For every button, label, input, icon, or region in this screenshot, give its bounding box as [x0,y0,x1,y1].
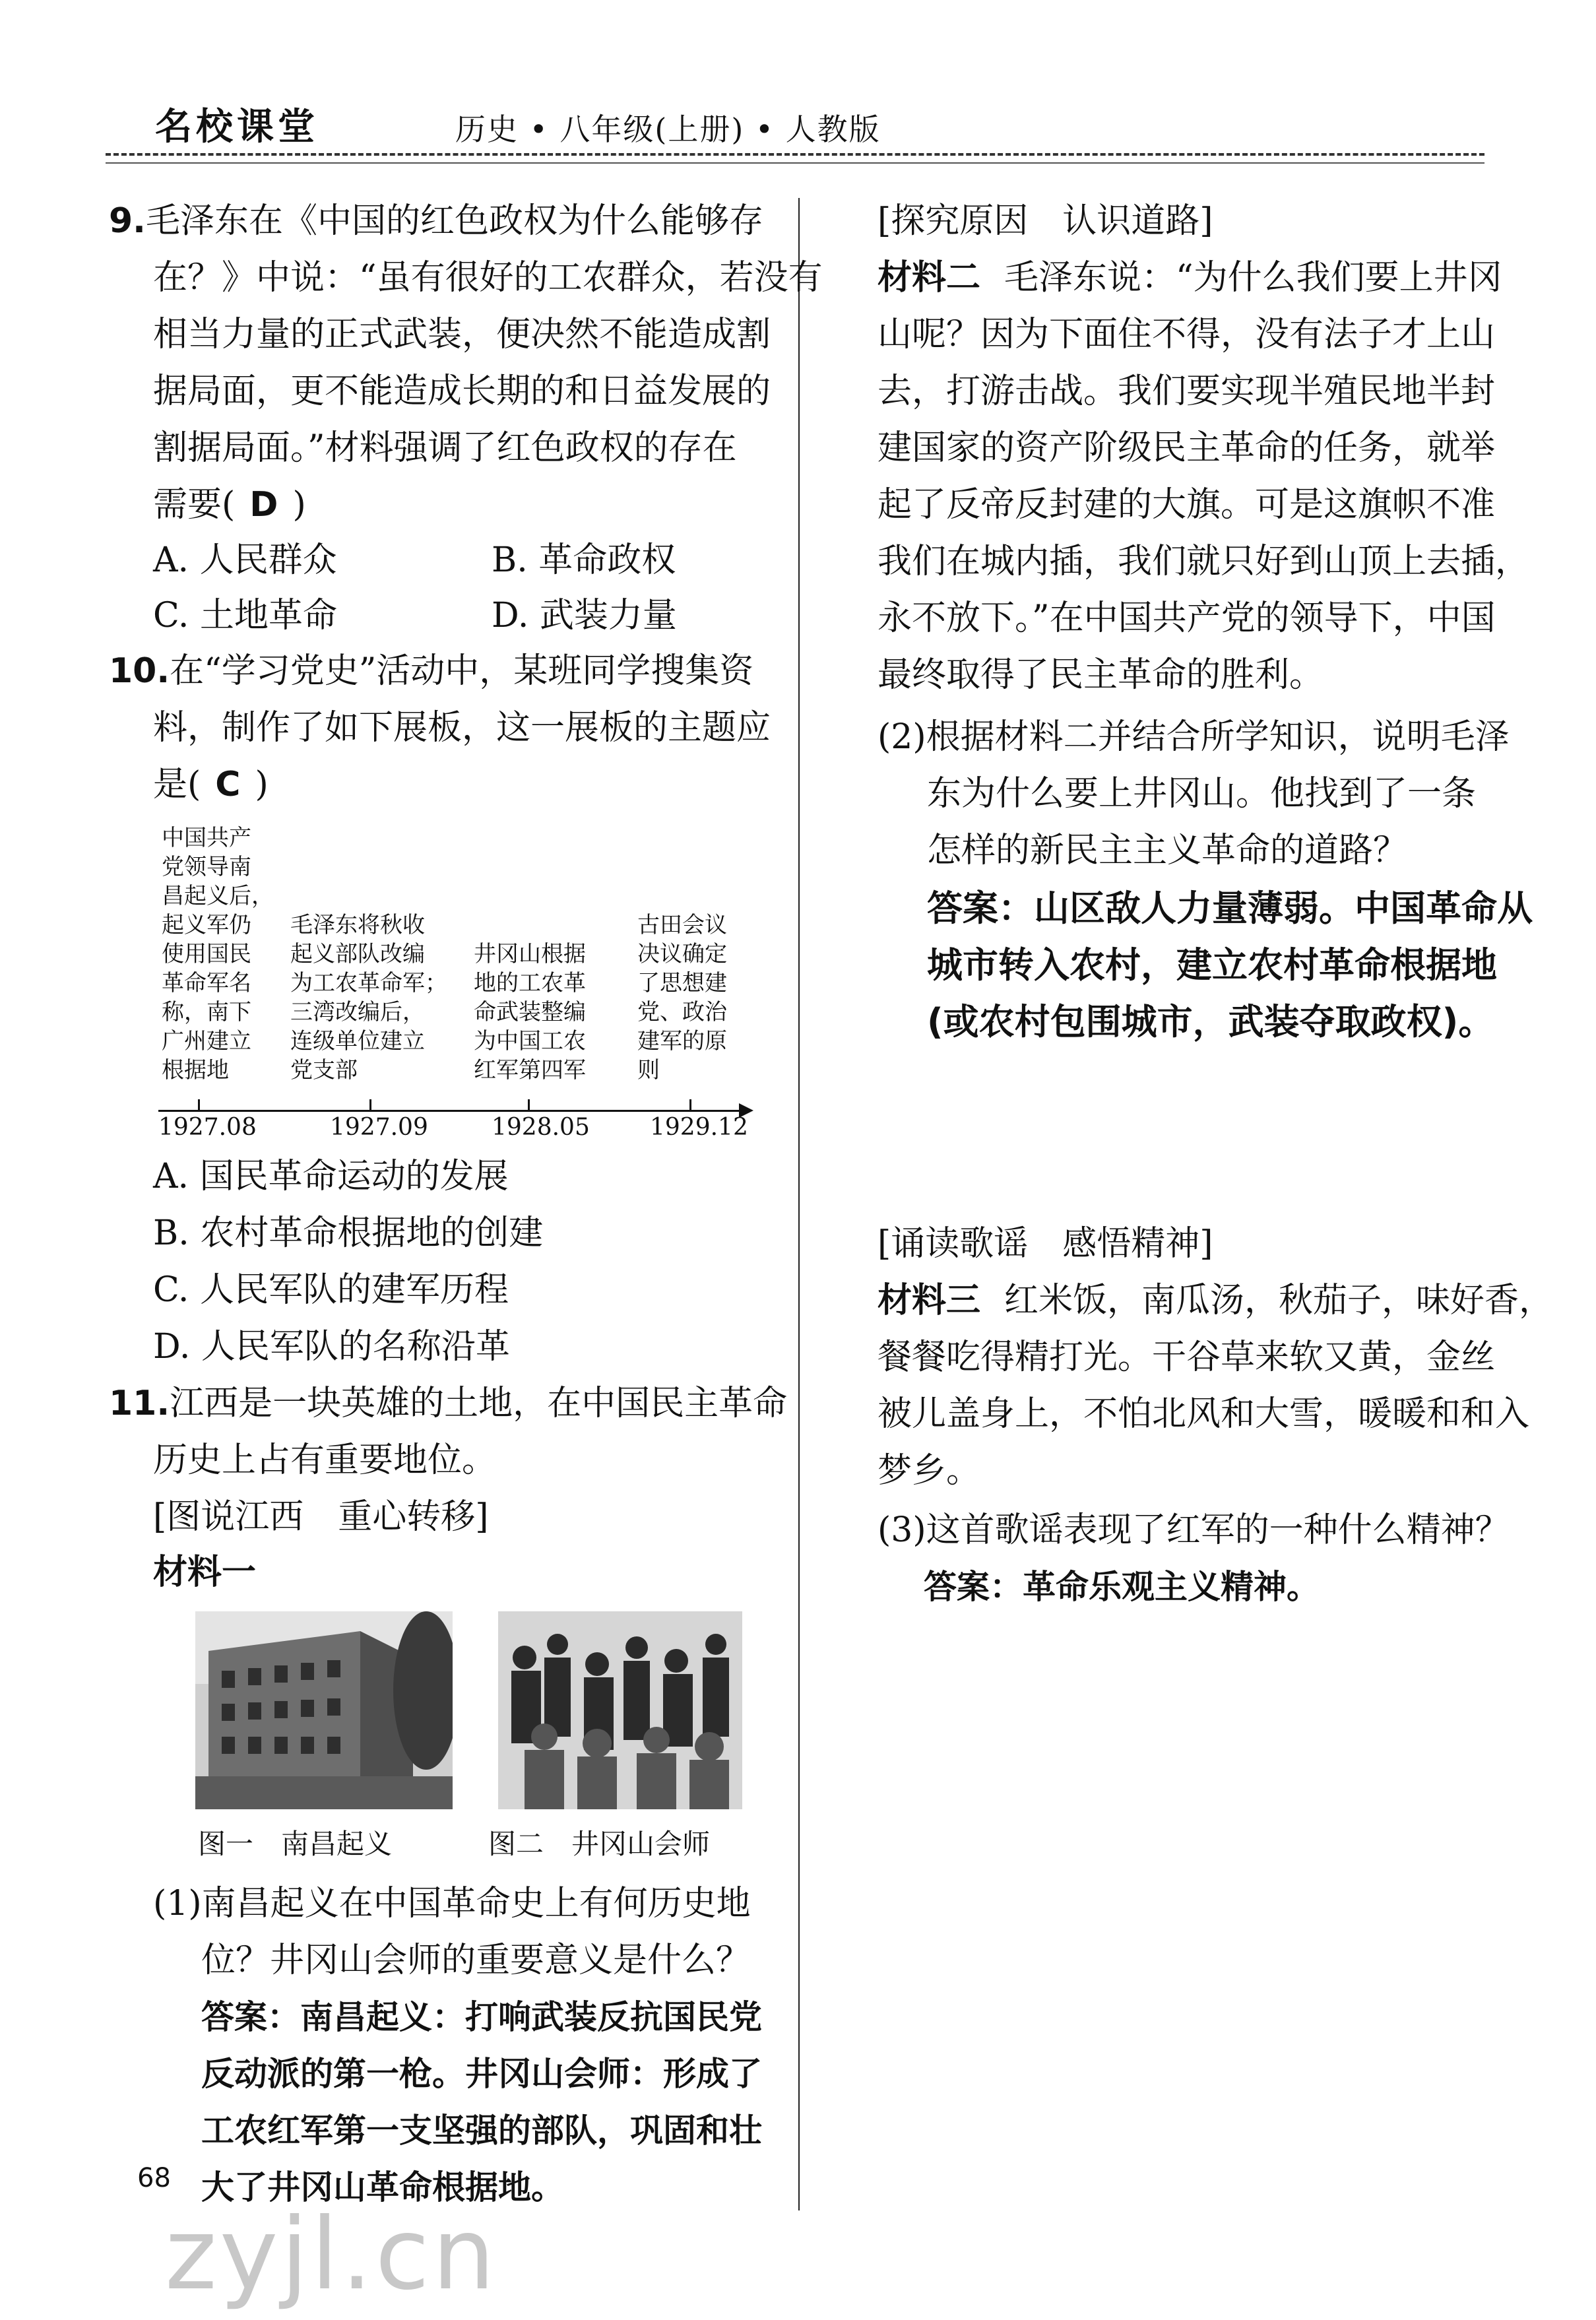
timeline-date-2: 1927.09 [330,1114,428,1141]
q10-option-b: B. 农村革命根据地的创建 [153,1213,544,1253]
q11-line-2: 历史上占有重要地位。 [153,1440,497,1480]
watermark: zyjl.cn [165,2197,498,2312]
answer-1-line-2: 反动派的第一枪。井冈山会师：形成了 [201,2055,762,2093]
material-3-line-2: 餐餐吃得精打光。干谷草来软又黄，金丝 [878,1337,1496,1377]
header-solid-rule [106,162,1484,164]
q10-number: 10. [109,651,170,691]
timeline-date-3: 1928.05 [492,1114,590,1141]
nanchang-uprising-photo [195,1611,453,1809]
timeline-tick [528,1099,530,1110]
q9-option-d: D. 武装力量 [492,596,677,635]
material-1-label: 材料一 [153,1553,257,1592]
column-divider [798,198,800,2210]
material-2-line-5: 起了反帝反封建的大旗。可是这旗帜不准 [878,485,1496,525]
material-2-line-6: 我们在城内插，我们就只好到山顶上去插， [878,542,1530,581]
answer-2-line-1: 答案：山区敌人力量薄弱。中国革命从 [927,887,1533,929]
q10-line-1 [109,643,753,699]
q10-line-3 [153,756,269,813]
timeline-event-3: 井冈山根据 地的工农革 命武装整编 为中国工农 红军第四军 [474,941,586,1083]
book-title: 历史 • 八年级(上册) • 人教版 [455,112,881,147]
timeline-tick [689,1099,691,1110]
q9-number: 9. [109,201,146,241]
q9-line-1 [109,193,763,249]
book-brand: 名校课堂 [155,106,319,148]
q9-text: 毛泽东在《中国的红色政权为什么能够存 [145,201,763,241]
q11-text: 江西是一块英雄的土地，在中国民主革命 [170,1384,788,1423]
sub-question-1-line-2: 位？井冈山会师的重要意义是什么？ [201,1941,751,1980]
q10-option-d: D. 人民军队的名称沿革 [153,1327,510,1367]
answer-3: 答案：革命乐观主义精神。 [924,1568,1320,1606]
material-2-line-8: 最终取得了民主革命的胜利。 [878,655,1324,695]
jinggangshan-meeting-photo [498,1611,742,1809]
header-dashed-rule [106,153,1484,156]
timeline-event-2: 毛泽东将秋收 起义部队改编 为工农革命军； 三湾改编后， 连级单位建立 党支部 [290,912,447,1083]
q9-option-b: B. 革命政权 [492,540,676,580]
q10-paren: ) [255,765,269,804]
q9-stem-end: 需要( [153,485,236,525]
q10-option-c: C. 人民军队的建军历程 [153,1270,509,1310]
figure-1-caption: 图一 南昌起义 [198,1828,393,1860]
section-heading-3: [诵读歌谣 感悟精神] [878,1224,1213,1264]
timeline-event-1: 中国共产 党领导南 昌起义后， 起义军仍 使用国民 革命军名 称，南下 广州建立 根据地 [162,825,274,1083]
q11-number: 11. [109,1384,170,1423]
material-2-line-4: 建国家的资产阶级民主革命的任务，就举 [878,428,1496,468]
material-2-line-1 [878,249,1502,306]
q10-option-a: A. 国民革命运动的发展 [153,1157,509,1196]
material-3-line-3: 被儿盖身上，不怕北风和大雪，暖暖和和入 [878,1394,1530,1434]
section-heading-1: [图说江西 重心转移] [153,1497,489,1537]
answer-1-line-1: 答案：南昌起义：打响武装反抗国民党 [201,1998,762,2036]
timeline-tick [369,1099,371,1110]
q9-line-3: 相当力量的正式武装，便决然不能造成割 [153,315,771,354]
sub-question-3: (3)这首歌谣表现了红军的一种什么精神？ [878,1510,1510,1550]
q9-option-a: A. 人民群众 [153,540,337,580]
q10-text: 在“学习党史”活动中，某班同学搜集资 [170,651,754,691]
answer-1-line-3: 工农红军第一支坚强的部队，巩固和壮 [201,2111,762,2150]
q10-line-2: 料，制作了如下展板，这一展板的主题应 [153,708,771,748]
sub-question-2-line-1: (2)根据材料二并结合所学知识，说明毛泽 [878,717,1510,757]
q9-answer: D [249,485,278,525]
sub-question-2-line-3: 怎样的新民主主义革命的道路？ [927,831,1408,870]
timeline-event-4: 古田会议 决议确定 了思想建 党、政治 建军的原 则 [637,912,727,1083]
material-3-text: 红米饭，南瓜汤，秋茄子，味好香， [1004,1281,1554,1320]
timeline-tick [198,1099,200,1110]
q9-line-5: 割据局面。”材料强调了红色政权的存在 [153,428,737,468]
material-3-line-4: 梦乡。 [878,1451,981,1491]
q9-paren: ) [292,485,306,525]
sub-question-2-line-2: 东为什么要上井冈山。他找到了一条 [927,774,1477,814]
q11-line-1 [109,1375,787,1432]
answer-1-line-4: 大了井冈山革命根据地。 [201,2168,564,2207]
answer-2-line-3: (或农村包围城市，武装夺取政权)。 [927,1001,1494,1043]
sub-question-1-line-1: (1)南昌起义在中国革命史上有何历史地 [153,1884,751,1923]
material-2-label: 材料二 [878,258,981,298]
material-3-label: 材料三 [878,1281,981,1320]
q9-line-6 [153,476,306,533]
timeline-axis [158,1110,746,1112]
timeline-date-1: 1927.08 [158,1114,257,1141]
section-heading-2: [探究原因 认识道路] [878,201,1213,241]
q10-answer: C [215,765,241,804]
material-3-line-1 [878,1272,1553,1329]
q10-stem-end: 是( [153,765,201,804]
material-2-line-3: 去，打游击战。我们要实现半殖民地半封 [878,371,1496,411]
q9-option-c: C. 土地革命 [153,596,337,635]
timeline-date-4: 1929.12 [650,1114,748,1141]
figure-2-caption: 图二 井冈山会师 [488,1828,711,1860]
material-2-line-2: 山呢？因为下面住不得，没有法子才上山 [878,315,1496,354]
material-2-line-7: 永不放下。”在中国共产党的领导下，中国 [878,598,1496,638]
page-number: 68 [137,2163,171,2193]
q9-line-2: 在？》中说：“虽有很好的工农群众，若没有 [153,258,823,298]
answer-2-line-2: 城市转入农村，建立农村革命根据地 [927,944,1497,986]
material-2-text: 毛泽东说：“为什么我们要上井冈 [1004,258,1502,298]
q9-line-4: 据局面，更不能造成长期的和日益发展的 [153,371,771,411]
